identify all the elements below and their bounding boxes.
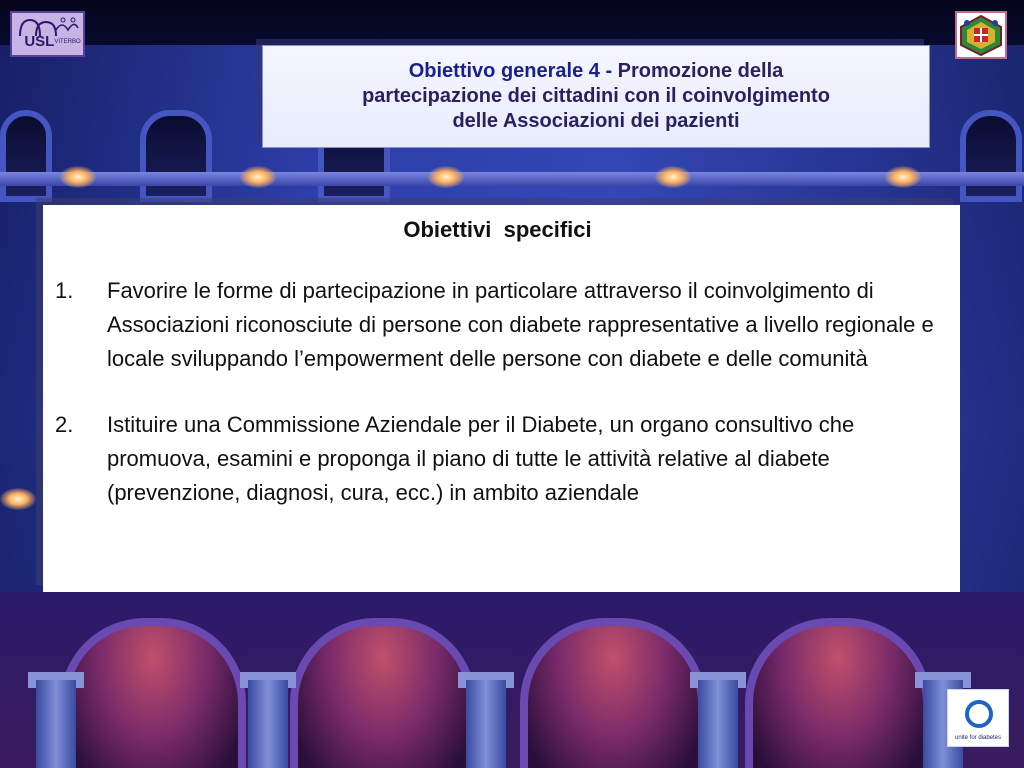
slide-title [262,45,930,148]
usl-viterbo-logo [10,11,85,57]
title-line1-rest: Promozione della [612,60,784,82]
title-line-1 [409,59,784,84]
diabetes-logo-text: unite for diabetes [954,735,1002,741]
objective-text: Favorire le forme di partecipazione in particolare attraverso il coinvolgimento di Associazioni riconosciute di persone con diabete rappresentative a livello regionale e locale sviluppando l’empowerment delle persone con diabete e delle comunità [107,278,934,371]
title-label: Obiettivo generale 4 - [408,60,613,82]
usl-logo-text: USLVITERBO [24,33,81,50]
region-crest-icon [957,13,1005,57]
objective-number: 2. [55,412,74,437]
unite-for-diabetes-logo [947,689,1009,747]
regione-lazio-emblem [955,11,1007,59]
title-line-3: delle Associazioni dei pazienti [452,110,740,132]
objectives-heading: Obiettivi specifici [403,217,592,242]
blue-circle-icon [963,698,995,730]
objective-item [55,408,940,510]
title-line-2: partecipazione dei cittadini con il coinvolgimento [362,85,830,107]
objectives-panel [43,205,960,592]
objective-number: 1. [55,278,74,303]
objective-item [55,274,940,376]
objective-text: Istituire una Commissione Aziendale per il Diabete, un organo consultivo che promuova, esamini e proponga il piano di tutte le attività relative al diabete (prevenzione, diagnosi, cura, ecc.) in ambito aziendale [107,412,855,505]
